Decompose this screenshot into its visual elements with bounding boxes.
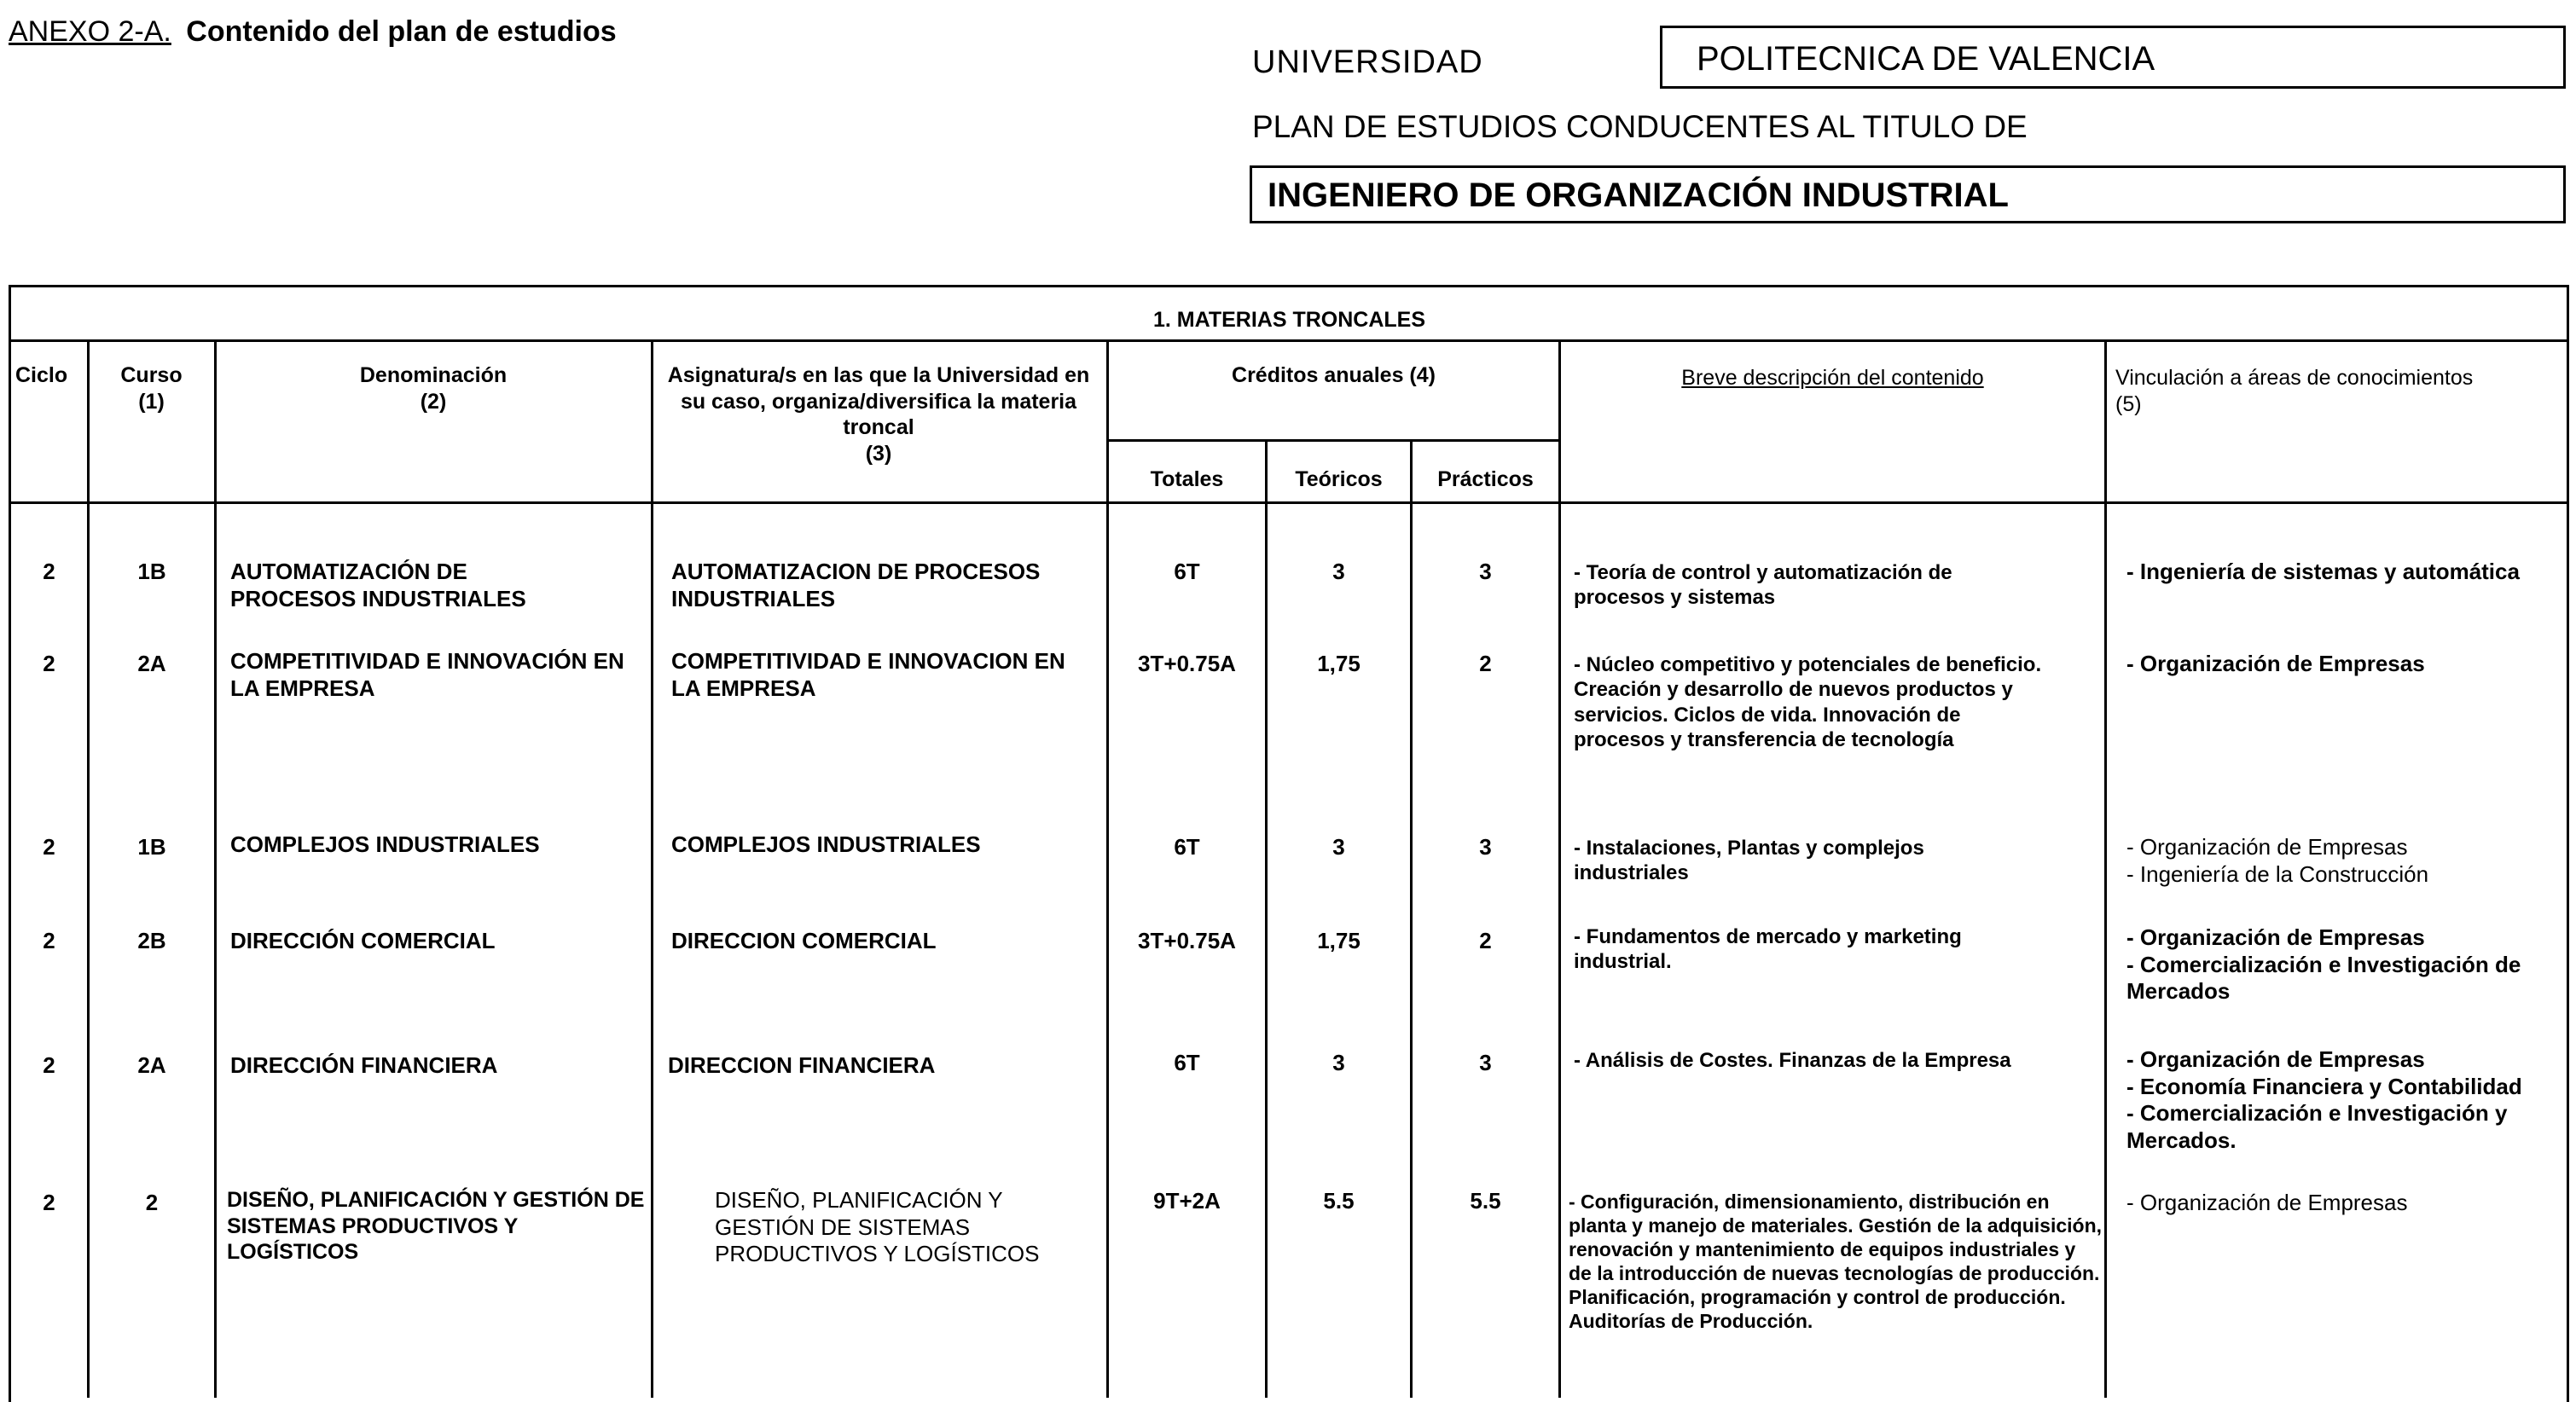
cell-practicos: 2 [1479,651,1492,676]
cell-curso: 2B [137,928,166,953]
table-rule [651,339,653,1398]
cell-asignatura: COMPLEJOS INDUSTRIALES [671,831,981,857]
annex-title: Contenido del plan de estudios [186,15,617,48]
col-vinculacion-note: (5) [2115,391,2142,416]
cell-ciclo: 2 [43,1190,55,1215]
table-rule [1106,339,1109,1398]
annex-code: ANEXO 2-A. [9,15,171,48]
cell-ciclo: 2 [43,1052,55,1078]
cell-totales: 3T+0.75A [1138,928,1236,953]
area-item: - Comercialización e Investigación de Mercados [2126,951,2521,1005]
area-item: - Comercialización e Investigación y Mercados. [2126,1100,2508,1154]
col-descripcion: Breve descripción del contenido [1681,366,1984,390]
degree-title: INGENIERO DE ORGANIZACIÓN INDUSTRIAL [1268,177,2009,214]
area-item: - Organización de Empresas [2126,1190,2408,1215]
cell-descripcion: - Fundamentos de mercado y marketing industrial. [1574,925,1962,974]
cell-totales: 6T [1174,559,1200,584]
cell-curso: 2 [145,1190,159,1215]
table-rule [2104,339,2107,1398]
cell-asignatura: DIRECCION COMERCIAL [671,928,937,953]
col-asignaturas-note: (3) [865,441,892,466]
cell-totales: 9T+2A [1153,1188,1221,1214]
cell-areas [2126,1190,2566,1217]
col-asignaturas-label: Asignatura/s en las que la Universidad en su caso, organiza/diversifica la materia troncal [667,363,1090,439]
col-practicos: Prácticos [1437,467,1534,491]
cell-asignatura: COMPETITIVIDAD E INNOVACION EN LA EMPRESA [671,648,1065,701]
cell-asignatura: DISEÑO, PLANIFICACIÓN Y GESTIÓN DE SISTEMAS PRODUCTIVOS Y LOGÍSTICOS [715,1187,1040,1267]
area-item: - Organización de Empresas [2126,651,2425,676]
university-box [1660,26,2566,89]
university-name: POLITECNICA DE VALENCIA [1697,40,2155,78]
cell-denominacion: COMPLEJOS INDUSTRIALES [230,831,540,857]
cell-totales: 6T [1174,834,1200,860]
cell-areas [2126,559,2566,586]
cell-teoricos: 3 [1332,1050,1345,1075]
cell-ciclo: 2 [43,928,55,953]
cell-teoricos: 3 [1332,559,1345,584]
cell-ciclo: 2 [43,651,55,676]
cell-descripcion: - Núcleo competitivo y potenciales de beneficio. Creación y desarrollo de nuevos productos y servicios. Ciclos de vida. Innovación de procesos y transferencia de tecnología [1574,653,2042,751]
cell-curso: 1B [137,834,166,860]
col-vinculacion-label: Vinculación a áreas de conocimientos [2115,366,2474,390]
col-ciclo: Ciclo [15,363,68,387]
area-item: - Ingeniería de la Construcción [2126,860,2429,887]
degree-box [1250,165,2566,223]
cell-areas [2126,834,2566,888]
university-label: UNIVERSIDAD [1252,44,1483,80]
table-rule [1558,339,1561,1398]
cell-practicos: 5.5 [1470,1188,1501,1214]
cell-teoricos: 5.5 [1323,1188,1355,1214]
cell-areas [2126,924,2566,1005]
cell-practicos: 3 [1479,1050,1492,1075]
col-totales: Totales [1150,467,1224,491]
col-creditos: Créditos anuales (4) [1232,363,1436,387]
cell-asignatura: DIRECCION FINANCIERA [668,1052,936,1078]
cell-denominacion: COMPETITIVIDAD E INNOVACIÓN EN LA EMPRESA [230,648,624,701]
cell-descripcion: - Teoría de control y automatización de procesos y sistemas [1574,561,1952,610]
col-curso [90,362,213,414]
cell-curso: 1B [137,559,166,584]
table-rule [11,501,2567,504]
table-rule [1106,439,1558,442]
table-rule [214,339,217,1398]
col-denominacion-label: Denominación [359,363,508,387]
cell-totales: 6T [1174,1050,1200,1075]
cell-teoricos: 3 [1332,834,1345,860]
area-item: - Ingeniería de sistemas y automática [2126,559,2520,584]
cell-asignatura: AUTOMATIZACION DE PROCESOS INDUSTRIALES [671,559,1041,611]
table-rule [11,339,2567,342]
plan-label: PLAN DE ESTUDIOS CONDUCENTES AL TITULO DE [1252,109,2028,144]
col-curso-label: Curso [120,363,183,387]
cell-areas [2126,1046,2566,1155]
cell-curso: 2A [137,651,166,676]
cell-denominacion: DISEÑO, PLANIFICACIÓN Y GESTIÓN DE SISTEMAS PRODUCTIVOS Y LOGÍSTICOS [227,1188,645,1264]
annex-heading [9,15,617,49]
cell-practicos: 2 [1479,928,1492,953]
cell-ciclo: 2 [43,559,55,584]
cell-denominacion: DIRECCIÓN COMERCIAL [230,928,496,953]
col-teoricos: Teóricos [1295,467,1383,491]
cell-descripcion: - Análisis de Costes. Finanzas de la Empresa [1574,1049,2011,1072]
area-item: - Organización de Empresas [2126,1046,2425,1072]
col-curso-note: (1) [138,389,165,414]
cell-descripcion: - Configuración, dimensionamiento, distribución en planta y manejo de materiales. Gestión de la adquisición, renovación y mantenimiento de equipos industriales y de la introducción de nuevas tecnologías de producción. Planificación, programación y control de producción. Auditorías de Producción. [1569,1191,2103,1333]
cell-areas [2126,651,2566,678]
area-item: - Economía Financiera y Contabilidad [2126,1073,2522,1099]
area-item: - Organización de Empresas [2126,924,2425,950]
cell-teoricos: 1,75 [1317,928,1361,953]
col-asignaturas [657,362,1100,466]
cell-totales: 3T+0.75A [1138,651,1236,676]
col-denominacion-note: (2) [420,389,447,414]
cell-descripcion: - Instalaciones, Plantas y complejos industriales [1574,837,1924,885]
cell-practicos: 3 [1479,834,1492,860]
cell-practicos: 3 [1479,559,1492,584]
cell-curso: 2A [137,1052,166,1078]
table-rule [87,339,90,1398]
col-vinculacion [2115,365,2563,417]
cell-ciclo: 2 [43,834,55,860]
area-item: - Organización de Empresas [2126,834,2408,860]
cell-denominacion: AUTOMATIZACIÓN DE PROCESOS INDUSTRIALES [230,559,526,611]
cell-denominacion: DIRECCIÓN FINANCIERA [230,1052,498,1078]
cell-teoricos: 1,75 [1317,651,1361,676]
section-title: 1. MATERIAS TRONCALES [1153,308,1425,332]
col-denominacion [217,362,650,414]
